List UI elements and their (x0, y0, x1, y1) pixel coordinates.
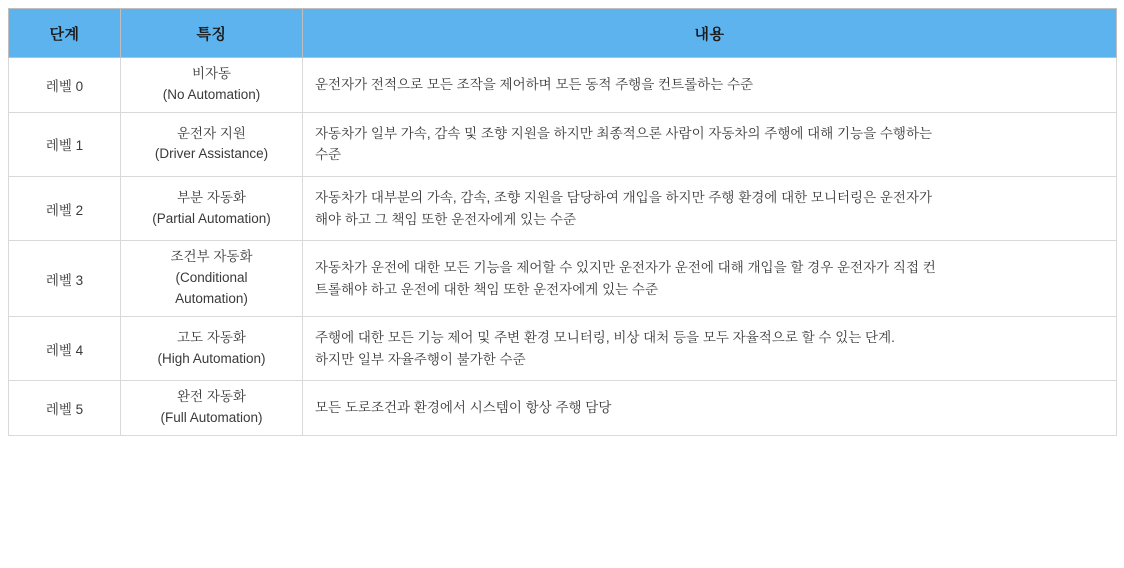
table-row (9, 58, 1117, 113)
feature-line: 완전 자동화 (177, 389, 246, 405)
feature-line: 부분 자동화 (177, 189, 246, 205)
content-line: 주행에 대한 모든 기능 제어 및 주변 환경 모니터링, 비상 대처 등을 모두 자율적으로 할 수 있는 단계. (315, 329, 895, 345)
table-body (9, 58, 1117, 436)
table-row (9, 112, 1117, 176)
table-row (9, 241, 1117, 317)
feature-line: 고도 자동화 (177, 329, 246, 345)
column-header-content: 내용 (303, 9, 1117, 58)
table-row (9, 316, 1117, 380)
cell-stage: 레벨 2 (9, 177, 121, 241)
feature-line: (Full Automation) (160, 410, 263, 426)
cell-content (303, 177, 1117, 241)
cell-content (303, 381, 1117, 436)
cell-stage: 레벨 1 (9, 112, 121, 176)
content-line: 하지만 일부 자율주행이 불가한 수준 (315, 351, 526, 367)
feature-line: 비자동 (191, 66, 232, 81)
content-line: 해야 하고 그 책임 또한 운전자에게 있는 수준 (315, 211, 576, 227)
cell-stage: 레벨 4 (9, 316, 121, 380)
feature-line: Automation) (175, 291, 248, 307)
feature-line: (No Automation) (162, 86, 261, 102)
cell-feature (121, 58, 303, 113)
feature-line: (Partial Automation) (152, 210, 271, 226)
feature-line: 조건부 자동화 (170, 249, 253, 265)
table-header (9, 9, 1117, 58)
cell-content (303, 316, 1117, 380)
content-line: 수준 (315, 147, 342, 163)
table-row (9, 177, 1117, 241)
cell-feature (121, 177, 303, 241)
content-line: 트롤해야 하고 운전에 대한 책임 또한 운전자에게 있는 수준 (315, 281, 658, 297)
cell-feature (121, 112, 303, 176)
cell-content (303, 112, 1117, 176)
content-line: 자동차가 일부 가속, 감속 및 조향 지원을 하지만 최종적으론 사람이 자동차의 주행에 대해 기능을 수행하는 (315, 125, 933, 141)
feature-line: (High Automation) (157, 350, 266, 366)
cell-feature (121, 316, 303, 380)
autonomous-driving-levels-table (8, 8, 1117, 436)
content-line: 자동차가 대부분의 가속, 감속, 조향 지원을 담당하여 개입을 하지만 주행 환경에 대한 모니터링은 운전자가 (315, 190, 933, 206)
cell-feature (121, 381, 303, 436)
cell-stage: 레벨 5 (9, 381, 121, 436)
feature-line: 운전자 지원 (177, 125, 246, 141)
cell-content (303, 58, 1117, 113)
table-header-row (9, 9, 1117, 58)
cell-stage: 레벨 3 (9, 241, 121, 317)
column-header-stage: 단계 (9, 9, 121, 58)
cell-stage: 레벨 0 (9, 58, 121, 113)
table-row (9, 381, 1117, 436)
cell-content (303, 241, 1117, 317)
feature-line: (Conditional (175, 270, 248, 286)
cell-feature (121, 241, 303, 317)
column-header-feature: 특징 (121, 9, 303, 58)
content-line: 모든 도로조건과 환경에서 시스템이 항상 주행 담당 (315, 400, 612, 416)
content-line: 운전자가 전적으로 모든 조작을 제어하며 모든 동적 주행을 컨트롤하는 수준 (315, 77, 754, 93)
feature-line: (Driver Assistance) (154, 146, 269, 162)
content-line: 자동차가 운전에 대한 모든 기능을 제어할 수 있지만 운전자가 운전에 대해 개입을 할 경우 운전자가 직접 컨 (315, 260, 936, 275)
